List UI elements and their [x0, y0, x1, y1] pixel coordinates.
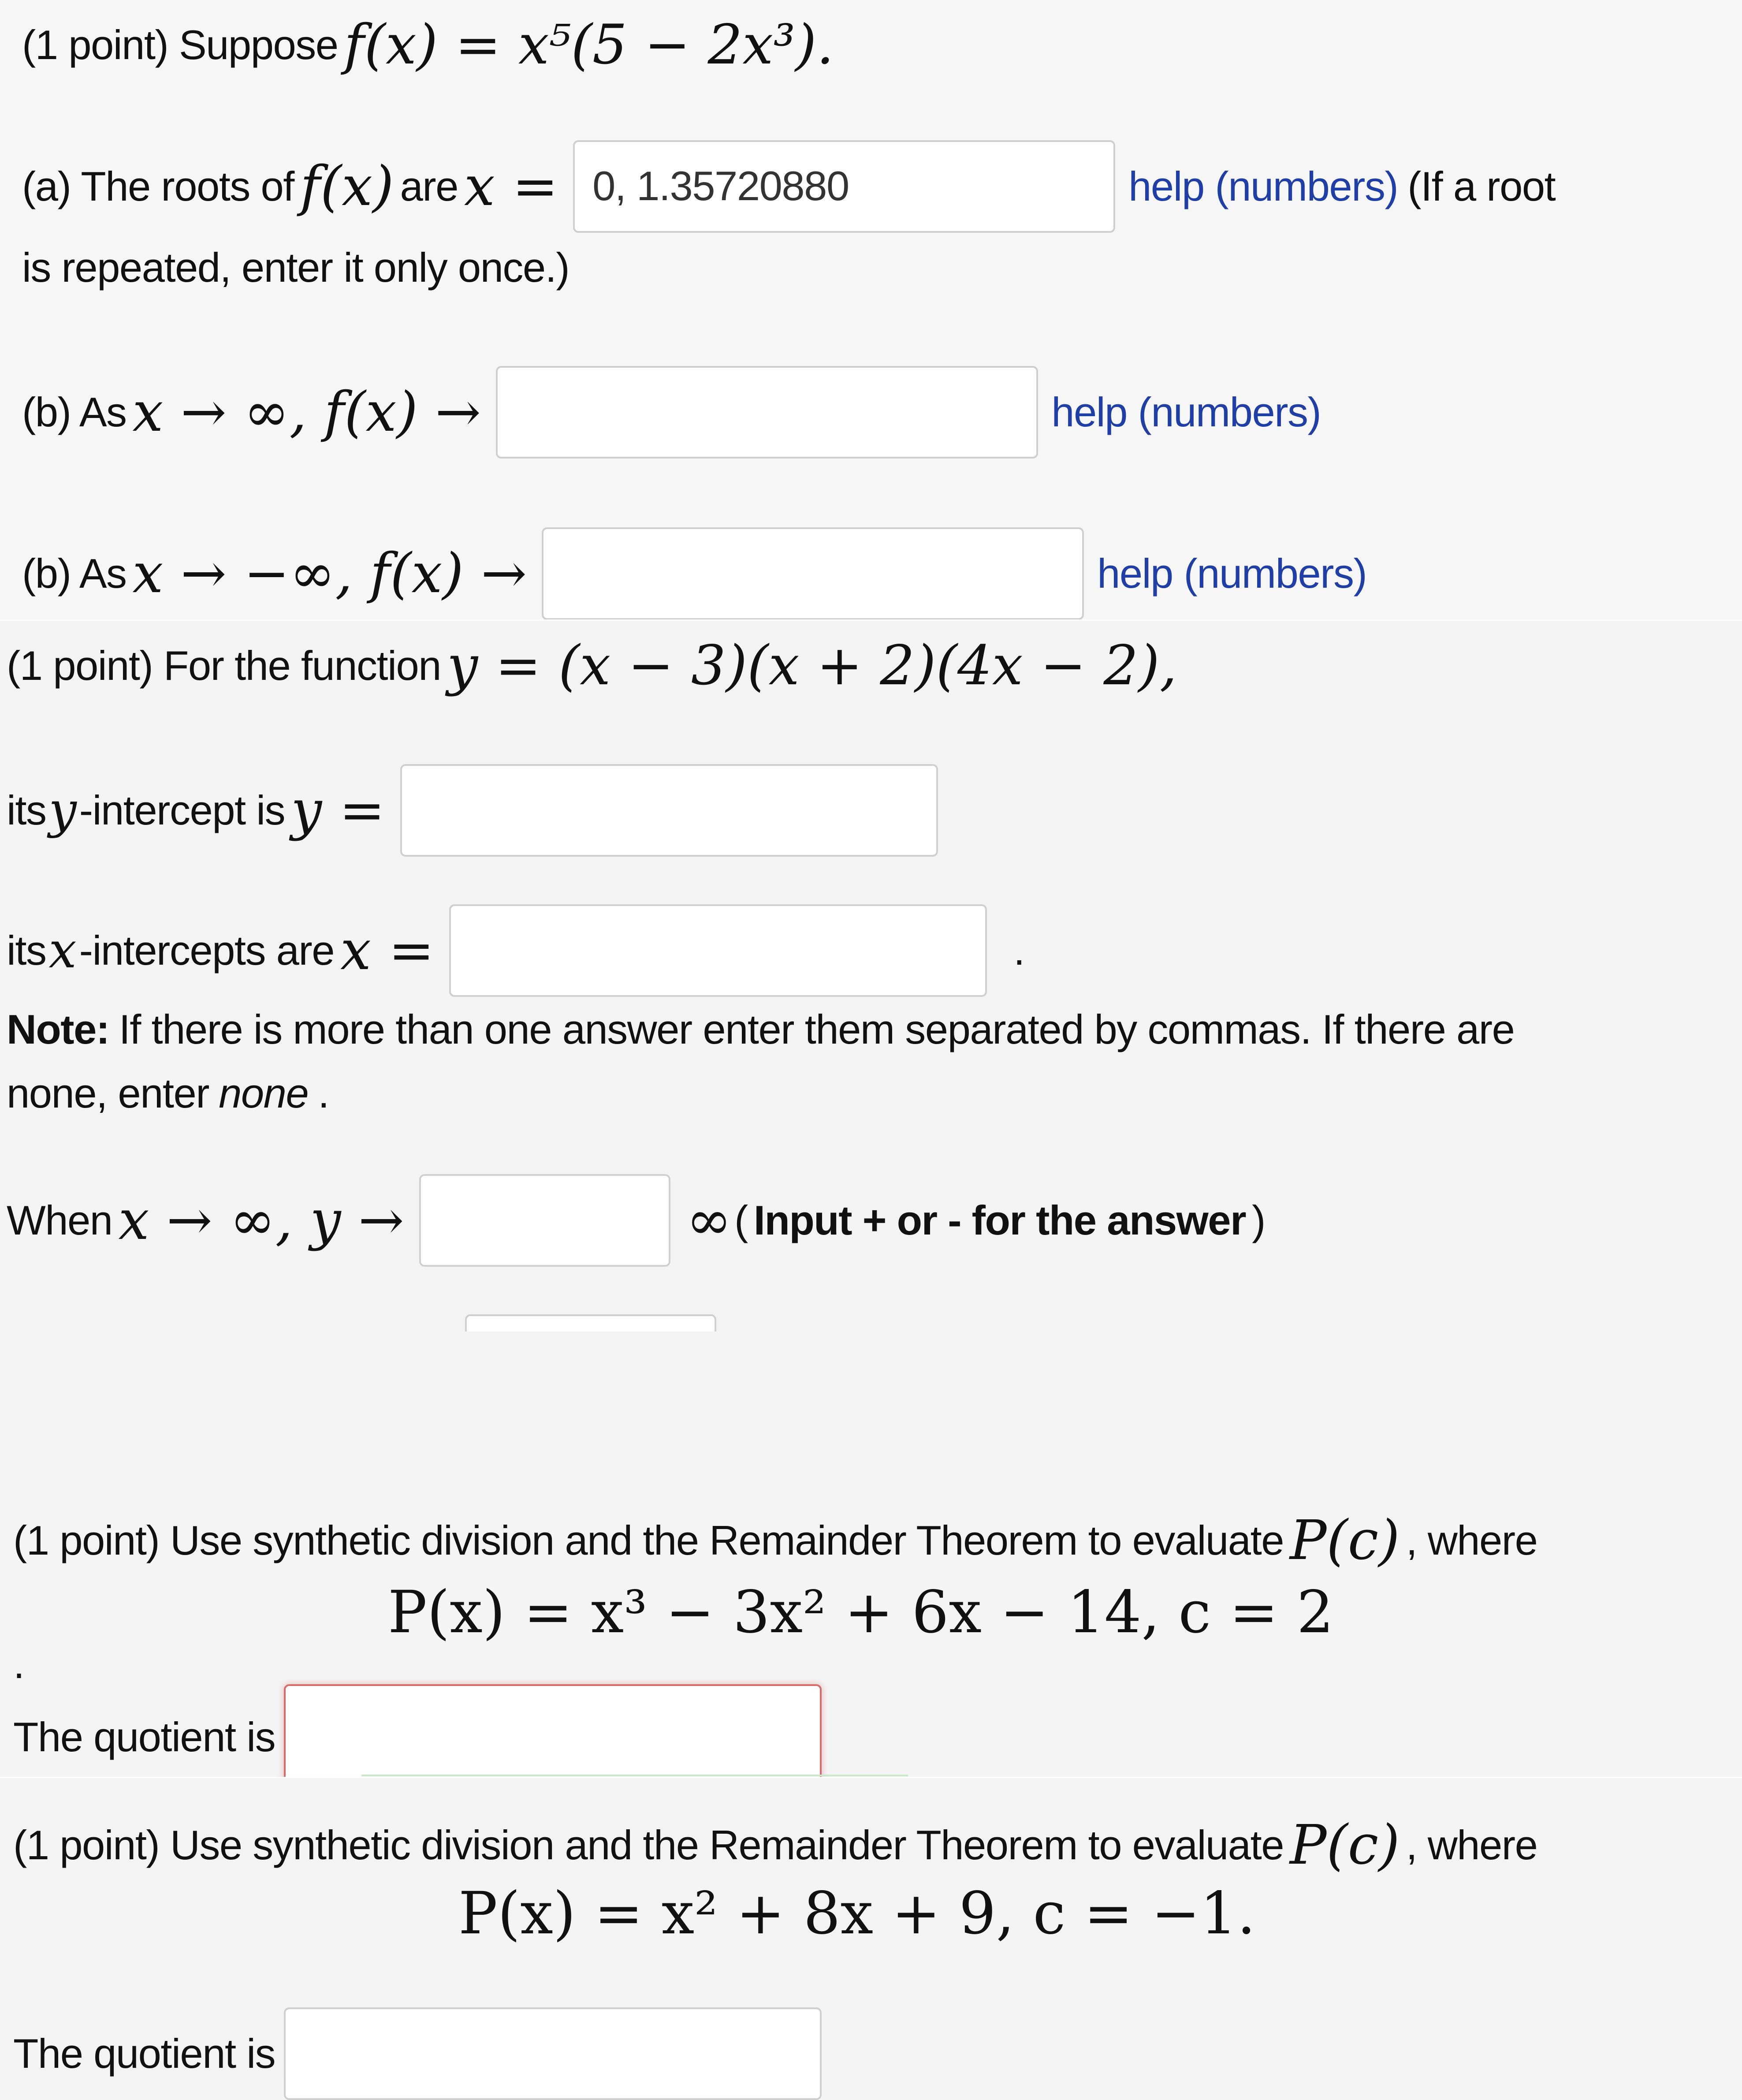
problem-4-quotient-label: The quotient is — [13, 2030, 275, 2077]
roots-help-link[interactable]: help (numbers) — [1128, 163, 1398, 209]
note-text-1: If there is more than one answer enter them separated by commas. If there are — [119, 1006, 1515, 1052]
note-line-1 — [7, 1006, 1515, 1052]
note-text-2-pre: none, enter — [7, 1070, 209, 1116]
problem-3-prefix: (1 point) Use synthetic division and the Remainder Theorem to evaluate — [13, 1517, 1284, 1563]
limit-pos-inf-help-link[interactable]: help (numbers) — [1051, 389, 1321, 435]
problem-4-where: , where — [1406, 1822, 1537, 1868]
problem-4-quotient-input[interactable] — [284, 2007, 822, 2100]
x-intercepts-label-post: -intercepts are — [79, 927, 334, 974]
problem-3-divider — [361, 1775, 908, 1776]
x-intercepts-eq: x = — [340, 919, 435, 982]
part-a-fx: f(x) — [300, 155, 394, 218]
x-intercepts-label-pre: its — [7, 927, 46, 974]
problem-3 — [0, 1332, 1742, 1777]
problem-3-period: . — [13, 1641, 25, 1687]
problem-4-statement — [13, 1813, 1537, 1877]
part-a-are: are — [400, 163, 458, 209]
infinity-symbol-1: ∞ — [686, 1189, 732, 1252]
note-text-2-post: . — [318, 1070, 329, 1116]
problem-1-prefix: (1 point) Suppose — [22, 22, 338, 68]
y-intercept-input[interactable] — [400, 764, 938, 857]
problem-3-equation: P(x) = x³ − 3x² + 6x − 14, c = 2 — [388, 1578, 1334, 1646]
x-intercepts-period: . — [1013, 927, 1024, 974]
problem-2 — [0, 619, 1742, 1332]
part-a-label: (a) The roots of — [22, 163, 294, 209]
problem-3-pc: P(c) — [1289, 1509, 1400, 1572]
problem-3-statement — [13, 1509, 1537, 1572]
problem-1-statement — [22, 13, 840, 77]
problem-3-quotient-input[interactable] — [284, 1684, 822, 1790]
y-limit-pos-inf-input[interactable] — [419, 1174, 670, 1267]
part-b2-expr: x → −∞, f(x) → — [132, 542, 527, 605]
when-pos-inf-row — [7, 1174, 1265, 1267]
y-intercept-eq: y = — [291, 779, 385, 842]
problem-1-part-a — [22, 140, 1555, 233]
problem-1-part-b1 — [22, 366, 1321, 459]
note-line-2 — [7, 1070, 329, 1116]
problem-4-quotient-row — [13, 2007, 835, 2100]
limit-pos-inf-input[interactable] — [496, 366, 1038, 459]
part-a-x-eq: x = — [464, 155, 558, 218]
problem-2-function: y = (x − 3)(x + 2)(4x − 2), — [447, 634, 1177, 698]
x-intercepts-var: x — [48, 922, 77, 979]
y-intercept-row — [7, 764, 951, 857]
roots-input[interactable]: 0, 1.35720880 — [573, 140, 1115, 233]
problem-3-quotient-label: The quotient is — [13, 1714, 275, 1760]
problem-1-function: f(x) = x⁵(5 − 2x³). — [344, 13, 834, 77]
note-bold-label: Note: — [7, 1006, 109, 1052]
part-a-note-line2 — [22, 244, 570, 291]
hint-1-paren-close: ) — [1252, 1197, 1265, 1243]
problem-1 — [0, 0, 1742, 619]
problem-4-equation: P(x) = x² + 8x + 9, c = −1. — [458, 1880, 1256, 1947]
when-pos-inf-expr: x → ∞, y → — [118, 1189, 404, 1252]
note-text-2-ital: none — [219, 1070, 309, 1116]
y-intercept-label-pre: its — [7, 787, 46, 833]
problem-4 — [0, 1777, 1742, 2076]
y-intercept-var: y — [48, 782, 77, 839]
part-a-note-text: is repeated, enter it only once.) — [22, 244, 570, 291]
when-pos-inf-prefix: When — [7, 1197, 112, 1243]
part-a-note-inline: (If a root — [1407, 163, 1556, 209]
problem-4-pc: P(c) — [1289, 1813, 1400, 1877]
problem-4-prefix: (1 point) Use synthetic division and the Remainder Theorem to evaluate — [13, 1822, 1284, 1868]
problem-3-quotient-row — [13, 1684, 835, 1790]
limit-neg-inf-input[interactable] — [542, 527, 1084, 620]
x-intercepts-input[interactable] — [449, 904, 987, 997]
problem-1-part-b2 — [22, 527, 1366, 620]
part-b1-expr: x → ∞, f(x) → — [132, 380, 481, 444]
problem-2-prefix: (1 point) For the function — [7, 642, 441, 689]
x-intercepts-row — [7, 904, 1024, 997]
hint-1-text: Input + or - for the answer — [753, 1197, 1246, 1243]
hint-1-paren-open: ( — [734, 1197, 748, 1243]
part-b1-prefix: (b) As — [22, 389, 127, 435]
part-b2-prefix: (b) As — [22, 550, 127, 597]
limit-neg-inf-help-link[interactable]: help (numbers) — [1097, 550, 1367, 597]
problem-3-where: , where — [1406, 1517, 1537, 1563]
y-intercept-label-post: -intercept is — [79, 787, 285, 833]
problem-2-statement — [7, 634, 1183, 698]
